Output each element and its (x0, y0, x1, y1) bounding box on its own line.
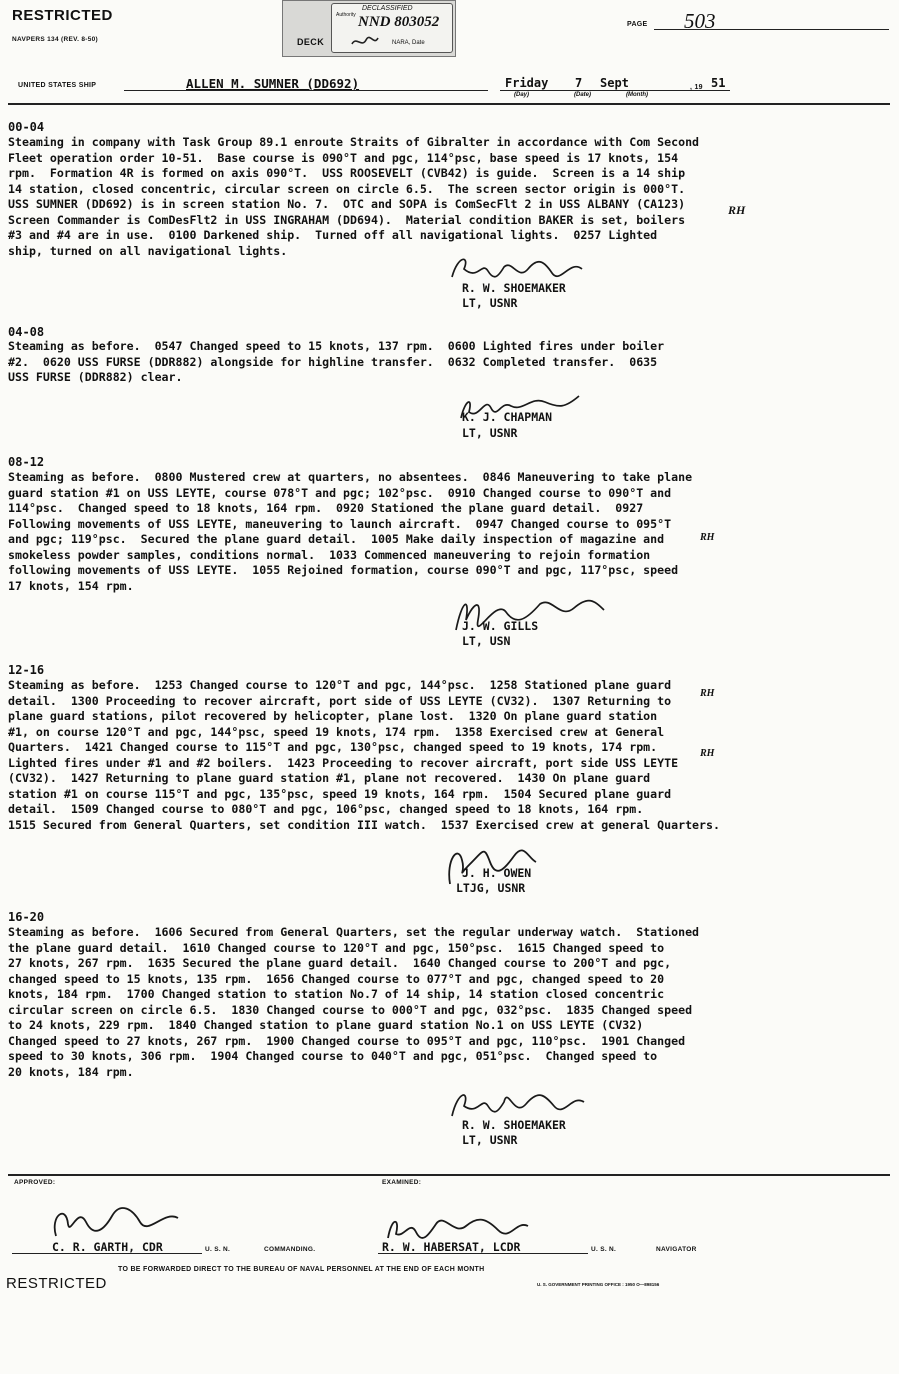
approver-service: U. S. N. (205, 1246, 231, 1253)
entry-line: Steaming in company with Task Group 89.1 enroute Straits of Gibralter in accordance with Com Second (8, 135, 700, 149)
form-number: NAVPERS 134 (REV. 8-50) (12, 36, 99, 43)
entry-line: rpm. Formation 4R is formed on axis 090°T. USS ROOSEVELT (CVB42) is guide. Screen is a 14 ship (8, 166, 686, 180)
margin-initials: RH (700, 748, 715, 759)
entry-line: Screen Commander is ComDesFlt2 in USS INGRAHAM (DD694). Material condition BAKER is set, boilers (8, 212, 686, 227)
declassification-stamp (282, 0, 456, 57)
signer-rank: LTJG, USNR (456, 881, 526, 895)
page-label: PAGE (627, 21, 648, 28)
entry-line: #1, on course 120°T and pgc, 144°psc, speed 19 knots, 174 rpm. 1358 Exercised crew at General (8, 724, 665, 739)
stamp-nara-date: NARA, Date (392, 40, 425, 46)
entry-12-16-narrative (8, 678, 720, 833)
entry-line: Steaming as before. 0800 Mustered crew at quarters, no absentees. 0846 Maneuvering to take plane (8, 470, 693, 484)
handwritten-signature (448, 1082, 588, 1122)
ship-label: UNITED STATES SHIP (18, 82, 97, 89)
year-line (708, 90, 730, 91)
entry-line: detail. 1300 Proceeding to recover aircraft, port side of USS LEYTE (CV32). 1307 Returning to (8, 693, 672, 708)
margin-initials: RH (700, 532, 715, 543)
log-date: 7 (575, 76, 583, 90)
year-prefix: , 19 (690, 84, 703, 91)
date-line (500, 90, 712, 91)
month-caption: (Month) (626, 92, 648, 98)
margin-initials: RH (700, 688, 715, 699)
log-day: Friday (505, 76, 549, 90)
entry-line: plane guard stations, pilot recovered by helicopter, plane lost. 1320 On plane guard station (8, 709, 658, 723)
stamp-authority-label: Authority (336, 12, 356, 18)
entry-line: following movements of USS LEYTE. 1055 Rejoined formation, course 090°T and pgc, 117°psc, speed (8, 563, 679, 577)
entry-line: 17 knots, 154 rpm. (8, 578, 134, 593)
entry-line: USS FURSE (DDR882) clear. (8, 370, 183, 384)
printing-office-note: U. S. GOVERNMENT PRINTING OFFICE : 1950 O—898156 (537, 1282, 660, 1287)
log-month: Sept (600, 76, 629, 90)
signer-rank: LT, USNR (462, 1133, 518, 1147)
entry-line: Steaming as before. 1253 Changed course to 120°T and pgc, 144°psc. 1258 Stationed plane guard (8, 678, 672, 692)
entry-line: detail. 1509 Changed course to 080°T and pgc, 106°psc, changed speed to 18 knots, 164 rpm. (8, 802, 644, 816)
signer-name: J. H. OWEN (462, 866, 532, 880)
entry-line: smokeless powder samples, conditions normal. 1033 Commenced maneuvering to rejoin formation (8, 547, 651, 562)
entry-line: Following movements of USS LEYTE, maneuvering to launch aircraft. 0947 Changed course to 095°T (8, 516, 672, 531)
entry-line: 27 knots, 267 rpm. 1635 Secured the plane guard detail. 1640 Changed course to 200°T and pgc, (8, 956, 672, 970)
stamp-authority-number: NND 803052 (358, 14, 440, 30)
entry-00-04-narrative (8, 135, 699, 259)
restricted-marking-top: RESTRICTED (12, 7, 113, 24)
entry-line: Steaming as before. 0547 Changed speed to 15 knots, 137 rpm. 0600 Lighted fires under boiler (8, 339, 665, 353)
date-caption: (Date) (574, 92, 592, 98)
stamp-initials-scribble (350, 34, 380, 54)
entry-line: the plane guard detail. 1610 Changed course to 120°T and pgc, 150°psc. 1615 Changed speed to (8, 940, 665, 955)
entry-line: Fleet operation order 10-51. Base course is 090°T and pgc, 114°psc, base speed is 17 knots, 154 (8, 150, 679, 165)
entry-line: 114°psc. Changed speed to 18 knots, 164 rpm. 0920 Stationed the plane guard detail. 0927 (8, 501, 644, 515)
entry-line: #2. 0620 USS FURSE (DDR882) alongside for highline transfer. 0632 Completed transfer. 0635 (8, 354, 658, 369)
watch-period-16-20: 16-20 (8, 910, 45, 924)
entry-04-08-narrative (8, 339, 664, 386)
watch-period-04-08: 04-08 (8, 325, 45, 339)
entry-line: 1515 Secured from General Quarters, set condition III watch. 1537 Exercised crew at general Quarters. (8, 817, 720, 832)
entry-line: Changed speed to 27 knots, 267 rpm. 1900 Changed course to 095°T and pgc, 110°psc. 1901 Changed (8, 1033, 686, 1048)
approver-line (12, 1253, 202, 1254)
entry-line: guard station #1 on USS LEYTE, course 078°T and pgc; 102°psc. 0910 Changed course to 090°T and (8, 485, 672, 500)
log-year: 51 (711, 76, 726, 90)
signer-name: R. W. SHOEMAKER (462, 281, 566, 295)
approved-label: APPROVED: (14, 1179, 56, 1186)
footer-divider (8, 1174, 890, 1176)
signer-rank: LT, USNR (462, 296, 518, 310)
entry-line: #3 and #4 are in use. 0100 Darkened ship. Turned off all navigational lights. 0257 Lighted (8, 228, 658, 242)
entry-line: (CV32). 1427 Returning to plane guard station #1, plane not recovered. 1430 On plane guard (8, 771, 651, 785)
watch-period-08-12: 08-12 (8, 455, 45, 469)
signer-name: J. W. GILLS (462, 619, 539, 633)
entry-line: to 24 knots, 229 rpm. 1840 Changed station to plane guard station No.1 on USS LEYTE (CV32) (8, 1018, 644, 1032)
watch-period-12-16: 12-16 (8, 663, 45, 677)
forwarding-instruction: TO BE FORWARDED DIRECT TO THE BUREAU OF NAVAL PERSONNEL AT THE END OF EACH MONTH (118, 1266, 485, 1273)
entry-line: station #1 on course 115°T and pgc, 135°psc, speed 19 knots, 164 rpm. 1504 Secured plane guard (8, 786, 672, 801)
header-divider (8, 103, 890, 105)
approver-signature (46, 1196, 186, 1246)
page-number: 503 (684, 9, 716, 33)
ship-name: ALLEN M. SUMNER (DD692) (186, 76, 360, 91)
signer-name: K. J. CHAPMAN (462, 410, 553, 424)
watch-period-00-04: 00-04 (8, 120, 45, 134)
entry-line: USS SUMNER (DD692) is in screen station No. 7. OTC and SOPA is ComSecFlt 2 in USS ALBANY (CA123) (8, 197, 686, 211)
day-caption: (Day) (514, 92, 530, 98)
signer-rank: LT, USN (462, 634, 511, 648)
entry-line: Lighted fires under #1 and #2 boilers. 1423 Proceeding to recover aircraft, port side USS LEYTE (8, 755, 679, 770)
approver-name: C. R. GARTH, CDR (52, 1240, 163, 1254)
signer-name: R. W. SHOEMAKER (462, 1118, 566, 1132)
approver-role: COMMANDING. (264, 1246, 316, 1253)
examined-label: EXAMINED: (382, 1179, 422, 1186)
signer-rank: LT, USNR (462, 426, 518, 440)
entry-line: and pgc; 119°psc. Secured the plane guard detail. 1005 Make daily inspection of magazine and (8, 532, 665, 546)
entry-line: Quarters. 1421 Changed course to 115°T and pgc, 130°psc, changed speed to 19 knots, 174 rpm. (8, 740, 658, 754)
entry-line: changed speed to 15 knots, 135 rpm. 1656 Changed course to 077°T and pgc, changed speed to 20 (8, 971, 665, 986)
entry-line: 14 station, closed concentric, circular screen on circle 6.5. The screen sector origin is 000°T. (8, 181, 686, 196)
entry-16-20-narrative (8, 925, 699, 1080)
examiner-service: U. S. N. (591, 1246, 617, 1253)
entry-line: Steaming as before. 1606 Secured from General Quarters, set the regular underway watch. Stationed (8, 925, 700, 939)
entry-line: knots, 184 rpm. 1700 Changed station to station No.7 of 14 ship, 14 station closed concentric (8, 987, 665, 1001)
stamp-declassified: DECLASSIFIED (362, 5, 413, 12)
examiner-line (378, 1253, 588, 1254)
deck-label: DECK (297, 37, 325, 47)
examiner-name: R. W. HABERSAT, LCDR (382, 1240, 521, 1254)
entry-line: speed to 30 knots, 306 rpm. 1904 Changed course to 040°T and pgc, 051°psc. Changed speed to (8, 1049, 658, 1063)
examiner-role: NAVIGATOR (656, 1246, 697, 1253)
entry-line: ship, turned on all navigational lights. (8, 243, 288, 258)
entry-08-12-narrative (8, 470, 692, 594)
entry-line: 20 knots, 184 rpm. (8, 1064, 134, 1079)
margin-initials: RH (728, 203, 746, 217)
handwritten-signature (448, 251, 588, 285)
restricted-marking-bottom: RESTRICTED (6, 1275, 107, 1292)
page-number-line (654, 29, 889, 30)
entry-line: circular screen on circle 6.5. 1830 Changed course to 000°T and pgc, 032°psc. 1835 Changed speed (8, 1002, 693, 1017)
